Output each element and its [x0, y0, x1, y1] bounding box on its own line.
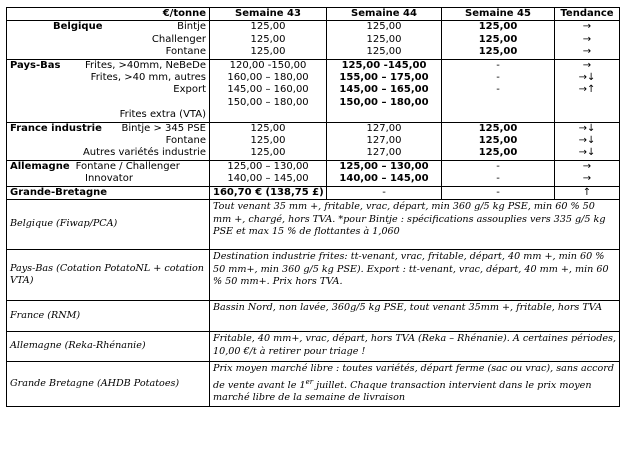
price-cell: 160,00 – 180,00	[210, 72, 327, 84]
price-cell: 125,00	[210, 147, 327, 160]
variety-label: Innovator	[85, 173, 133, 185]
price-cell: 140,00 – 145,00	[327, 173, 442, 186]
trend-cell	[555, 97, 620, 109]
price-cell: 125,00	[327, 46, 442, 59]
variety-label: Export	[7, 84, 210, 96]
variety-label	[7, 97, 210, 109]
country-allemagne: Allemagne	[10, 160, 70, 172]
note-text: Prix moyen marché libre : toutes variétés, départ ferme (sac ou vrac), sans accord de vente avant le 1er juillet. Chaque transaction intervient dans le prix moyen marché libre de la semaine de livraison	[210, 362, 620, 406]
table-row	[7, 109, 620, 122]
trend-cell: →	[555, 34, 620, 46]
price-cell: 160,70 € (138,75 £)	[210, 186, 327, 199]
table-row	[7, 173, 620, 186]
price-cell: 125,00	[210, 46, 327, 59]
price-report	[6, 7, 619, 407]
price-cell: 125,00	[210, 122, 327, 135]
price-cell: 125,00	[442, 135, 555, 147]
variety-label: Autres variétés industrie	[7, 147, 210, 160]
variety-label: Frites, >40 mm, autres	[7, 72, 210, 84]
trend-cell: →	[555, 46, 620, 59]
table-row	[7, 34, 620, 46]
price-cell	[327, 109, 442, 122]
price-cell: -	[327, 186, 442, 199]
variety-label: Fontane	[7, 135, 210, 147]
price-cell: 127,00	[327, 135, 442, 147]
price-cell: 150,00 – 180,00	[327, 97, 442, 109]
table-row	[7, 46, 620, 59]
variety-label: Fontane / Challenger	[75, 160, 180, 172]
trend-cell: →↓	[555, 72, 620, 84]
table-row	[7, 59, 620, 72]
price-cell	[442, 97, 555, 109]
price-cell: 125,00	[442, 34, 555, 46]
country-gb: Grande-Bretagne	[7, 186, 210, 199]
note-label: Grande Bretagne (AHDB Potatoes)	[7, 362, 210, 406]
price-cell: 125,00	[442, 122, 555, 135]
country-paysbas: Pays-Bas	[10, 59, 61, 71]
note-row	[7, 200, 620, 250]
price-cell: 155,00 – 175,00	[327, 72, 442, 84]
note-label: Allemagne (Reka-Rhénanie)	[7, 332, 210, 362]
price-cell: 127,00	[327, 147, 442, 160]
note-label: Pays-Bas (Cotation PotatoNL + cotation VTA)	[7, 250, 210, 301]
note-label: Belgique (Fiwap/PCA)	[7, 200, 210, 250]
price-cell: 125,00	[327, 21, 442, 34]
variety-label: Frites, >40mm, NeBeDe	[85, 59, 206, 71]
week-44-header: Semaine 44	[327, 8, 442, 21]
price-cell: 125,00	[210, 21, 327, 34]
country-belgique: Belgique	[53, 21, 103, 33]
price-cell: 140,00 – 145,00	[210, 173, 327, 186]
table-row	[7, 122, 620, 135]
trend-cell: ↑	[555, 186, 620, 199]
price-cell: -	[442, 59, 555, 72]
note-text: Fritable, 40 mm+, vrac, départ, hors TVA (Reka – Rhénanie). A certaines périodes, 10,00 €/t à retirer pour triage !	[210, 332, 620, 362]
price-cell: 125,00	[210, 135, 327, 147]
price-cell: 125,00	[442, 21, 555, 34]
note-text: Destination industrie frites: tt-venant, vrac, fritable, départ, 40 mm +, min 60 % 50 mm+, min 360 g/5 kg PSE). Export : tt-venant, vrac, départ, 40 mm +, min 60 % 50 mm+. Prix hors TVA.	[210, 250, 620, 301]
table-row	[7, 84, 620, 96]
note-row	[7, 250, 620, 301]
price-cell: 125,00 – 130,00	[327, 160, 442, 173]
trend-cell: →	[555, 173, 620, 186]
price-cell: 125,00	[442, 147, 555, 160]
notes-table	[6, 199, 620, 406]
price-cell: -	[442, 84, 555, 96]
note-text: Tout venant 35 mm +, fritable, vrac, départ, min 360 g/5 kg PSE, min 60 % 50 mm +, chargé, hors TVA. *pour Bintje : spécifications assouplies vers 335 g/5 kg PSE et max 15 % de flottantes à 1,060	[210, 200, 620, 250]
trend-cell: →	[555, 160, 620, 173]
trend-cell: →↓	[555, 122, 620, 135]
table-row	[7, 97, 620, 109]
price-cell: 127,00	[327, 122, 442, 135]
trend-cell: →↓	[555, 135, 620, 147]
header-row	[7, 8, 620, 21]
note-row	[7, 332, 620, 362]
price-cell: 125,00 -145,00	[327, 59, 442, 72]
table-row	[7, 160, 620, 173]
week-45-header: Semaine 45	[442, 8, 555, 21]
variety-label: Challenger	[7, 34, 210, 46]
trend-cell: →	[555, 59, 620, 72]
unit-header: €/tonne	[7, 8, 210, 21]
price-cell: -	[442, 173, 555, 186]
variety-label: Fontane	[7, 46, 210, 59]
price-cell: 125,00 – 130,00	[210, 160, 327, 173]
note-text: Bassin Nord, non lavée, 360g/5 kg PSE, tout venant 35mm +, fritable, hors TVA	[210, 301, 620, 332]
note-label: France (RNM)	[7, 301, 210, 332]
price-cell: -	[442, 72, 555, 84]
table-row	[7, 21, 620, 34]
price-cell: 125,00	[210, 34, 327, 46]
trend-header: Tendance	[555, 8, 620, 21]
price-cell	[442, 109, 555, 122]
price-cell	[210, 109, 327, 122]
variety-label: Frites extra (VTA)	[7, 109, 210, 122]
trend-cell	[555, 109, 620, 122]
trend-cell: →↑	[555, 84, 620, 96]
trend-cell: →	[555, 21, 620, 34]
price-cell: 125,00	[327, 34, 442, 46]
price-cell: 150,00 – 180,00	[210, 97, 327, 109]
note-row	[7, 301, 620, 332]
table-row	[7, 147, 620, 160]
week-43-header: Semaine 43	[210, 8, 327, 21]
table-row	[7, 135, 620, 147]
price-cell: 120,00 -150,00	[210, 59, 327, 72]
price-cell: 145,00 – 165,00	[327, 84, 442, 96]
price-cell: 145,00 – 160,00	[210, 84, 327, 96]
price-cell: -	[442, 186, 555, 199]
note-row	[7, 362, 620, 406]
price-cell: -	[442, 160, 555, 173]
variety-label: Bintje > 345 PSE	[121, 122, 206, 134]
table-row	[7, 72, 620, 84]
country-france: France industrie	[10, 122, 102, 134]
trend-cell: →↓	[555, 147, 620, 160]
price-cell: 125,00	[442, 46, 555, 59]
price-table	[6, 7, 620, 200]
variety-label: Bintje	[177, 21, 206, 33]
table-row	[7, 186, 620, 199]
